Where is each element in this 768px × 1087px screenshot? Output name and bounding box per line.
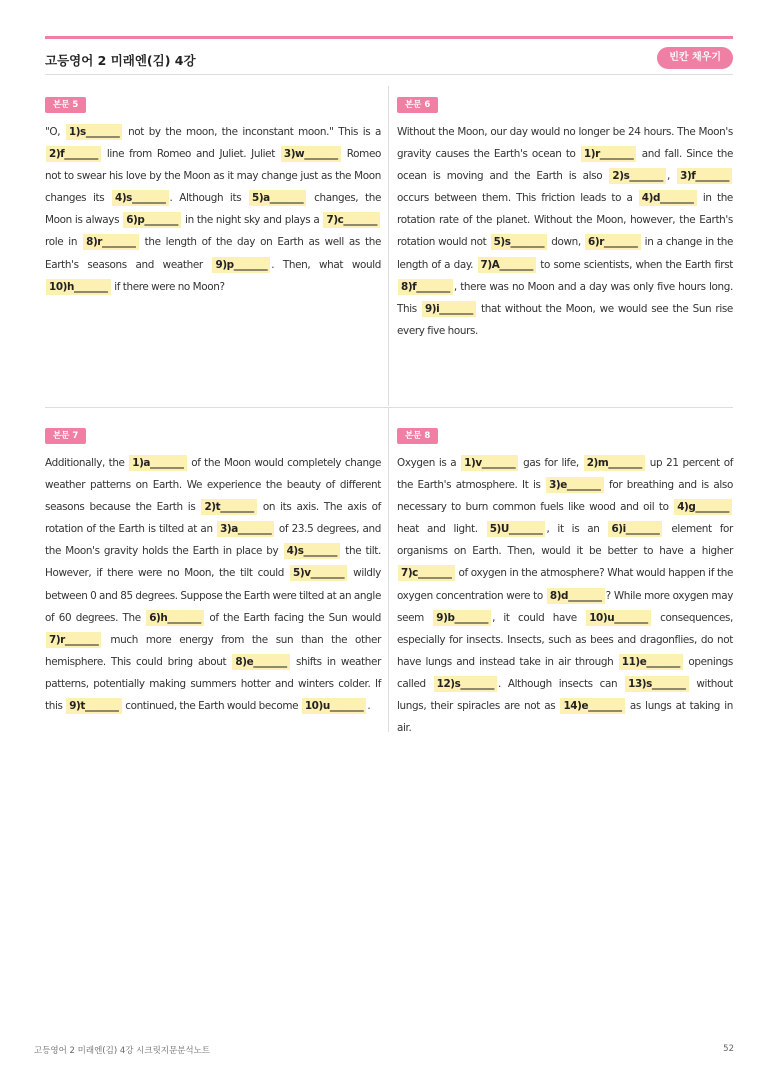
blank-field[interactable]: 5)s_______ [491, 234, 548, 250]
passage-fragment: continued, the Earth would become [122, 700, 301, 713]
passage-fragment: in a change in the length of a day. [397, 236, 734, 271]
blank-field[interactable]: 13)s_______ [625, 676, 688, 692]
passage-fragment: occurs between them. This friction leads to a [397, 192, 638, 205]
passage-fragment: , there was no Moon and a day was only five hours long. This [397, 280, 733, 315]
passage-fragment: on its axis. The axis of rotation of the Earth is tilted at an [45, 501, 381, 536]
blank-field[interactable]: 8)d_______ [547, 588, 605, 604]
passage-fragment: . [367, 700, 371, 713]
blank-field[interactable]: 12)s_______ [434, 676, 497, 692]
passage-text [45, 121, 381, 298]
passage-fragment: openings called [397, 655, 733, 690]
passage-section-8 [397, 423, 733, 739]
header-divider [45, 74, 733, 75]
blank-field[interactable]: 11)e_______ [619, 654, 683, 670]
row-divider [45, 407, 733, 408]
passage-fragment: the length of the day on Earth as well as the Earth's seasons and weather [45, 236, 382, 271]
blank-field[interactable]: 9)b_______ [433, 610, 491, 626]
blank-field[interactable]: 6)r_______ [585, 234, 640, 250]
blank-field[interactable]: 3)f_______ [677, 168, 732, 184]
blank-field[interactable]: 2)m_______ [584, 455, 645, 471]
blank-field[interactable]: 6)h_______ [146, 610, 204, 626]
page-header [45, 46, 733, 74]
passage-fragment: changes, the Moon is always [45, 192, 381, 227]
passage-text [45, 452, 381, 717]
passage-fragment: for breathing and is also necessary to burn common fuels like wood and oil to [397, 479, 733, 514]
section-label: 본문 8 [397, 428, 438, 444]
blank-field[interactable]: 2)f_______ [46, 146, 101, 162]
blank-field[interactable]: 8)f_______ [398, 279, 453, 295]
passage-fragment: if there were no Moon? [111, 280, 225, 293]
blank-field[interactable]: 8)r_______ [83, 234, 138, 250]
blank-field[interactable]: 10)h_______ [46, 279, 111, 295]
blank-field[interactable]: 7)c_______ [398, 565, 455, 581]
blank-field[interactable]: 7)A_______ [478, 257, 536, 273]
blank-field[interactable]: 10)u_______ [302, 698, 367, 714]
blank-field[interactable]: 1)s_______ [66, 124, 123, 140]
passage-fragment: Oxygen is a [397, 457, 461, 469]
passage-fragment: shifts in weather patterns, potentially making summers hotter and winters colder. If this [45, 655, 381, 713]
blank-field[interactable]: 1)v_______ [461, 455, 518, 471]
passage-fragment: without lungs, their spiracles are not as [397, 677, 734, 713]
passage-fragment: down, [548, 236, 585, 249]
passage-fragment: wildly between 0 and 85 degrees. Suppose the Earth were tilted at an angle of 60 degrees. The [45, 567, 381, 624]
passage-fragment: consequences, especially for insects. Insects, such as bees and dragonflies, do not have lungs and instead take in air through [397, 611, 734, 668]
passage-fragment: gas for life, [519, 457, 583, 469]
column-divider-top [388, 86, 389, 406]
passage-fragment: , it is an [546, 523, 608, 536]
blank-field[interactable]: 3)e_______ [546, 477, 603, 493]
passage-text [397, 121, 733, 342]
passage-fragment: . Then, what would [271, 258, 381, 271]
passage-section-5 [45, 92, 381, 298]
blank-field[interactable]: 3)a_______ [217, 521, 274, 537]
passage-fragment: . Although insects can [498, 677, 625, 690]
blank-field[interactable]: 1)r_______ [581, 146, 636, 162]
passage-fragment: Additionally, the [45, 457, 129, 469]
footer-title: 고등영어 2 미래엔(김) 4강 시크릿지문분석노트 [34, 1046, 211, 1056]
blank-field[interactable]: 14)e_______ [560, 698, 624, 714]
column-divider-bottom [388, 408, 389, 732]
passage-fragment: , it could have [492, 611, 586, 624]
passage-fragment: element for organisms on Earth. Then, would it be better to have a higher [397, 523, 733, 558]
passage-fragment: much more energy from the sun than the other hemisphere. This could bring about [45, 633, 381, 668]
passage-fragment: of the Moon would completely change weather patterns on Earth. We experience the beauty of different seasons because the Earth is [45, 457, 381, 514]
header-accent-rule [45, 36, 733, 39]
blank-field[interactable]: 2)s_______ [609, 168, 666, 184]
blank-field[interactable]: 5)U_______ [487, 521, 546, 537]
passage-fragment: as lungs at taking in air. [397, 700, 733, 735]
passage-fragment: "O, [45, 126, 65, 138]
passage-fragment: not by the moon, the inconstant moon." This is a [123, 126, 381, 138]
passage-fragment: of 23.5 degrees, and the Moon's gravity holds the Earth in place by [45, 523, 381, 558]
blank-field[interactable]: 4)s_______ [284, 543, 341, 559]
passage-fragment: in the rotation rate of the planet. Without the Moon, however, the Earth's rotation would not [397, 192, 733, 249]
passage-fragment: . Although its [169, 192, 248, 205]
passage-fragment: line from Romeo and Juliet. Juliet [101, 148, 280, 161]
blank-field[interactable]: 3)w_______ [281, 146, 341, 162]
passage-fragment: of the Earth facing the Sun would [204, 611, 381, 624]
blank-field[interactable]: 7)r_______ [46, 632, 101, 648]
blank-field[interactable]: 6)p_______ [123, 212, 181, 228]
passage-fragment: to some scientists, when the Earth first [536, 258, 734, 271]
passage-section-7 [45, 423, 381, 717]
page-title: 고등영어 2 미래엔(김) 4강 [45, 53, 196, 68]
blank-field[interactable]: 4)g_______ [674, 499, 732, 515]
passage-fragment: the tilt. However, if there were no Moon, the tilt could [45, 545, 381, 580]
blank-field[interactable]: 10)u_______ [586, 610, 651, 626]
passage-fragment: in the night sky and plays a [182, 214, 323, 227]
blank-field[interactable]: 1)a_______ [129, 455, 186, 471]
passage-fragment: of oxygen in the atmosphere? What would happen if the oxygen concentration were to [397, 567, 733, 602]
passage-fragment: that without the Moon, we would see the Sun rise every five hours. [397, 302, 733, 337]
blank-field[interactable]: 9)p_______ [212, 257, 270, 273]
blank-field[interactable]: 5)v_______ [290, 565, 347, 581]
passage-fragment: Without the Moon, our day would no longer be 24 hours. The Moon's gravity causes the Earth's ocean to [397, 126, 733, 161]
passage-fragment: role in [45, 236, 83, 249]
passage-fragment: up 21 percent of the Earth's atmosphere. It is [397, 457, 734, 492]
section-label: 본문 6 [397, 97, 438, 113]
blank-field[interactable]: 4)d_______ [639, 190, 697, 206]
blank-field[interactable]: 4)s_______ [112, 190, 169, 206]
page-number: 52 [723, 1044, 734, 1054]
passage-fragment: and fall. Since the ocean is moving and the Earth is also [397, 148, 733, 183]
passage-fragment: ? While more oxygen may seem [397, 589, 734, 624]
passage-fragment: heat and light. [397, 523, 486, 536]
passage-fragment: Romeo not to swear his love by the Moon as it may change just as the Moon changes its [45, 148, 382, 205]
blank-field[interactable]: 9)t_______ [66, 698, 121, 714]
blank-field[interactable]: 8)e_______ [232, 654, 289, 670]
blank-field[interactable]: 2)t_______ [201, 499, 256, 515]
passage-text [397, 452, 733, 739]
blank-field[interactable]: 5)a_______ [249, 190, 306, 206]
section-label: 본문 5 [45, 97, 86, 113]
passage-fragment: , [666, 170, 677, 183]
blank-field[interactable]: 6)i_______ [608, 521, 662, 537]
passage-section-6 [397, 92, 733, 342]
blank-field[interactable]: 7)c_______ [323, 212, 380, 228]
blank-field[interactable]: 9)i_______ [422, 301, 476, 317]
worksheet-type-badge: 빈칸 채우기 [657, 47, 733, 69]
section-label: 본문 7 [45, 428, 86, 444]
